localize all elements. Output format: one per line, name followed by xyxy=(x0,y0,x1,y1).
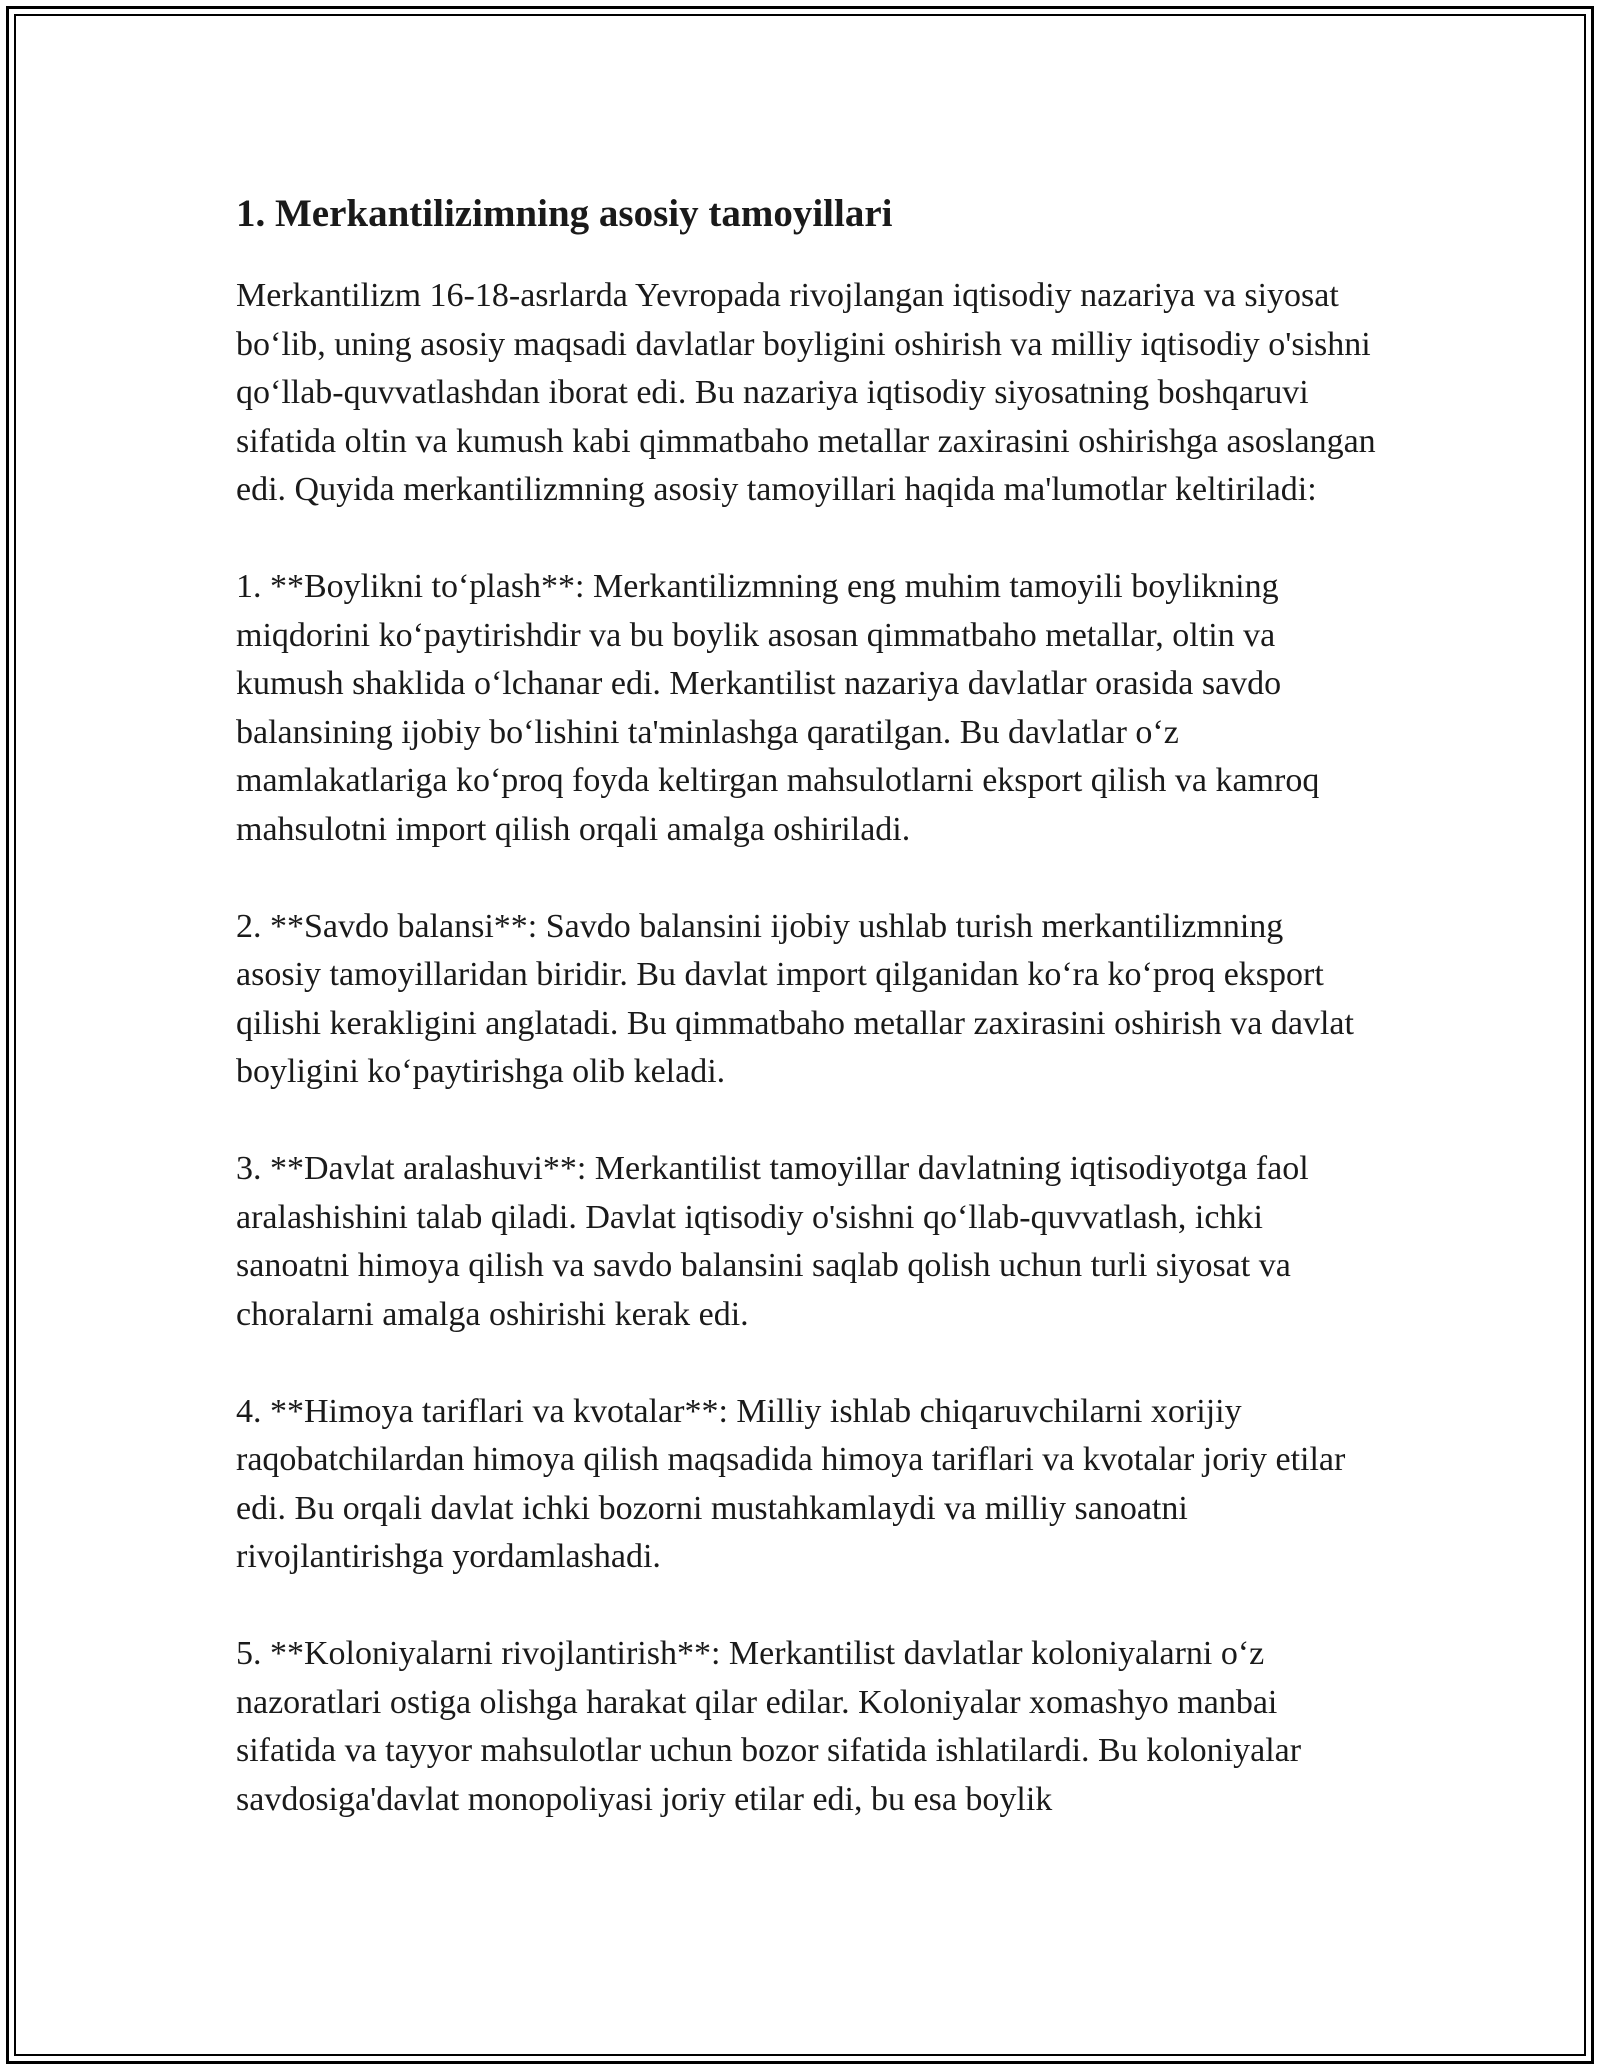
intro-paragraph: Merkantilizm 16-18-asrlarda Yevropada rivojlangan iqtisodiy nazariya va siyosat bo‘lib, uning asosiy maqsadi davlatlar boyligini oshirish va milliy iqtisodiy o'sishni qo‘llab-quvvatlashdan iborat edi. Bu nazariya iqtisodiy siyosatning boshqaruvi sifatida oltin va kumush kabi qimmatbaho metallar zaxirasini oshirishga asoslangan edi. Quyida merkantilizmning asosiy tamoyillari haqida ma'lumotlar keltiriladi: xyxy=(236,277,1376,508)
principle-4-paragraph: 4. **Himoya tariflari va kvotalar**: Milliy ishlab chiqaruvchilarni xorijiy raqobatchilardan himoya qilish maqsadida himoya tariflari va kvotalar joriy etilar edi. Bu orqali davlat ichki bozorni mustahkamlaydi va milliy sanoatni rivojlantirishga yordamlashadi. xyxy=(236,1392,1346,1575)
document-body xyxy=(236,186,1376,1873)
principle-5-paragraph: 5. **Koloniyalarni rivojlantirish**: Merkantilist davlatlar koloniyalarni o‘z nazoratlari ostiga olishga harakat qilar edilar. Koloniyalar xomashyo manbai sifatida va tayyor mahsulotlar uchun bozor sifatida ishlatilardi. Bu koloniyalar savdosiga'davlat monopoliyasi joriy etilar edi, bu esa boylik xyxy=(236,1635,1302,1818)
document-title: 1. Merkantilizimning asosiy tamoyillari xyxy=(236,192,893,235)
principle-2-paragraph: 2. **Savdo balansi**: Savdo balansini ijobiy ushlab turish merkantilizmning asosiy tamoyillaridan biridir. Bu davlat import qilganidan ko‘ra ko‘proq eksport qilishi kerakligini anglatadi. Bu qimmatbaho metallar zaxirasini oshirish va davlat boyligini ko‘paytirishga olib keladi. xyxy=(236,907,1354,1090)
principle-3-paragraph: 3. **Davlat aralashuvi**: Merkantilist tamoyillar davlatning iqtisodiyotga faol aralashishini talab qiladi. Davlat iqtisodiy o'sishni qo‘llab-quvvatlash, ichki sanoatni himoya qilish va savdo balansini saqlab qolish uchun turli siyosat va choralarni amalga oshirishi kerak edi. xyxy=(236,1150,1309,1333)
principle-1-paragraph: 1. **Boylikni to‘plash**: Merkantilizmning eng muhim tamoyili boylikning miqdorini ko‘paytirishdir va bu boylik asosan qimmatbaho metallar, oltin va kumush shaklida o‘lchanar edi. Merkantilist nazariya davlatlar orasida savdo balansining ijobiy bo‘lishini ta'minlashga qaratilgan. Bu davlatlar o‘z mamlakatlariga ko‘proq foyda keltirgan mahsulotlarni eksport qilish va kamroq mahsulotni import qilish orqali amalga oshiriladi. xyxy=(236,568,1320,848)
